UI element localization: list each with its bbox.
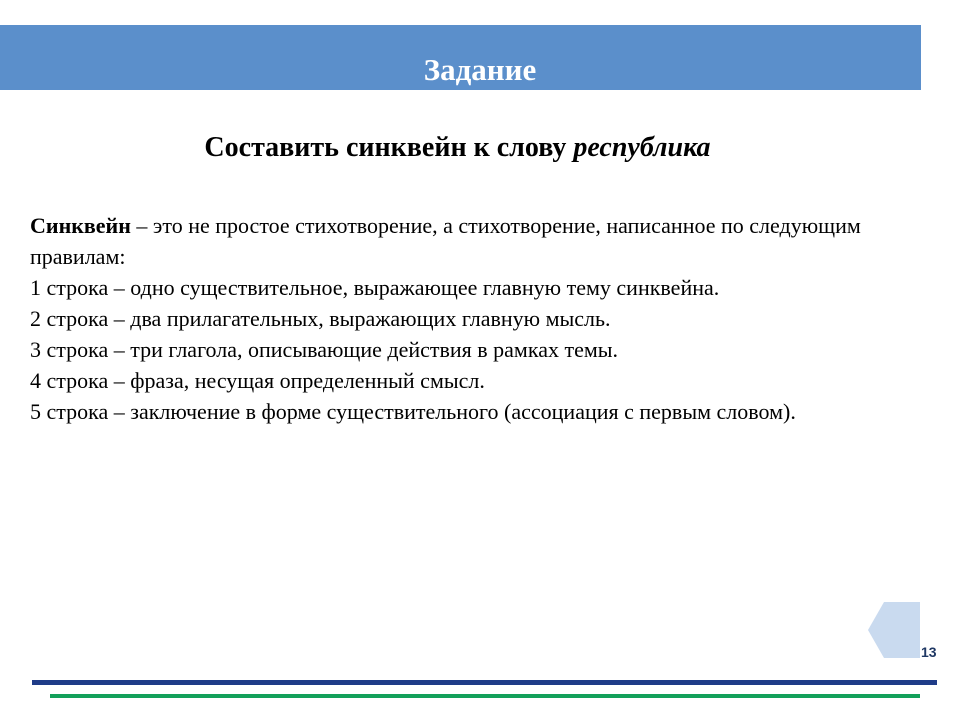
slide-title: Задание xyxy=(423,52,537,87)
rule-line-5: 5 строка – заключение в форме существительного (ассоциация с первым словом). xyxy=(30,399,796,424)
page-tab-arrow-icon xyxy=(868,602,924,658)
rule-line-2: 2 строка – два прилагательных, выражающих главную мысль. xyxy=(30,306,611,331)
footer-rule-blue xyxy=(32,680,937,685)
rule-line-3: 3 строка – три глагола, описывающие действия в рамках темы. xyxy=(30,337,619,362)
task-keyword: республика xyxy=(573,132,711,163)
footer-rule-green xyxy=(50,694,920,698)
task-heading-text: Составить синквейн к слову xyxy=(204,132,574,163)
definition-line xyxy=(30,210,880,272)
rules-text xyxy=(30,210,880,427)
task-heading xyxy=(0,130,915,166)
rule-line-4: 4 строка – фраза, несущая определенный смысл. xyxy=(30,368,485,393)
page-number: 13 xyxy=(921,644,937,660)
definition-rest: – это не простое стихотворение, а стихотворение, написанное по следующим правилам: xyxy=(30,213,861,269)
rule-line-1: 1 строка – одно существительное, выражающее главную тему синквейна. xyxy=(30,275,720,300)
definition-term: Синквейн xyxy=(30,213,131,238)
